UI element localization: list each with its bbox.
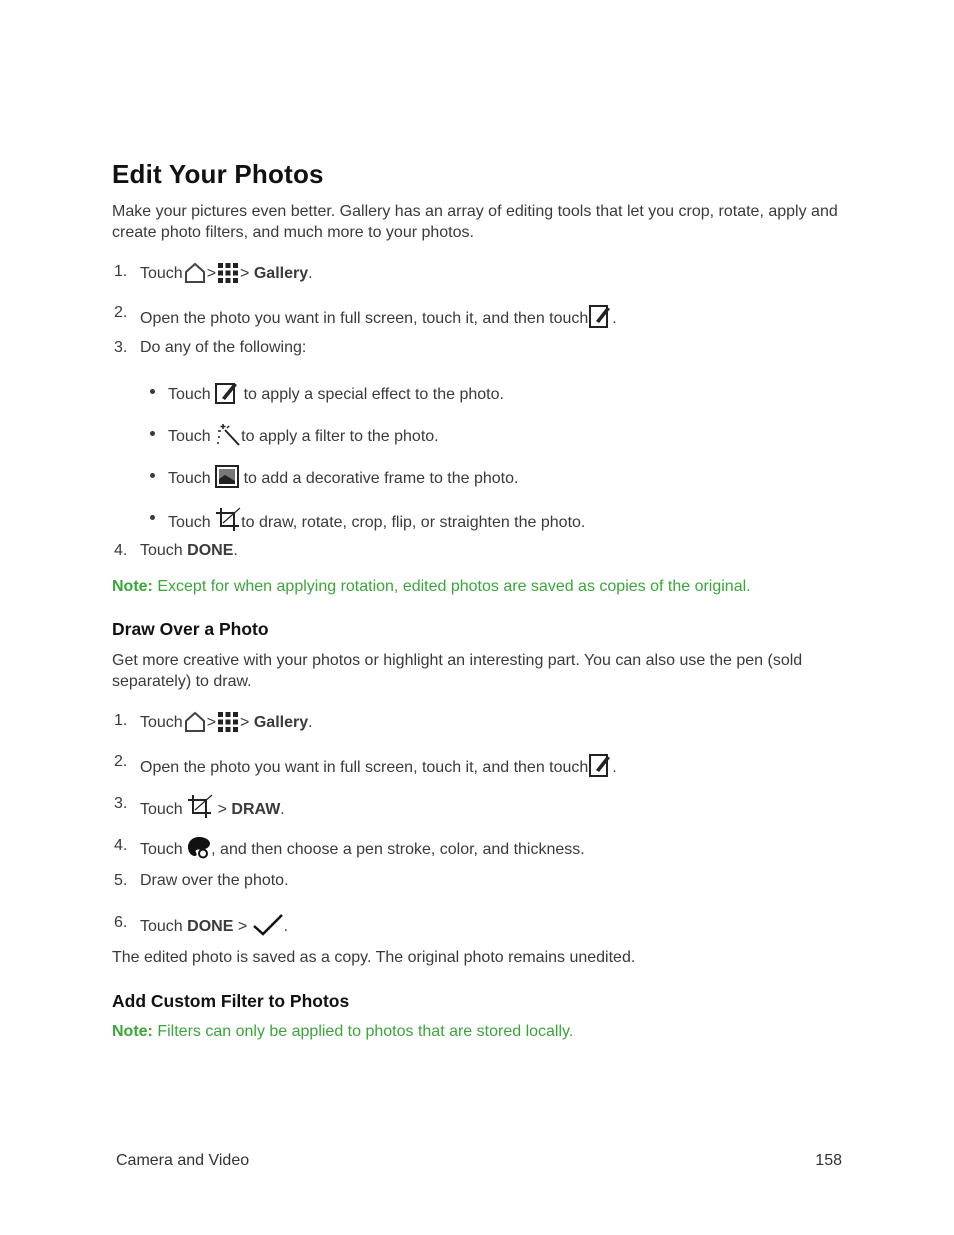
frame-icon: [215, 465, 239, 489]
draw-outro-paragraph: The edited photo is saved as a copy. The original photo remains unedited.: [112, 949, 636, 966]
page-title: Edit Your Photos: [112, 159, 324, 189]
step-number: 6.: [114, 914, 128, 931]
magic-wand-icon: [215, 423, 241, 447]
step-number: 3.: [114, 795, 128, 812]
step-number: 1.: [114, 263, 128, 280]
footer-page-number: 158: [815, 1152, 842, 1169]
bullet-dot: [150, 515, 155, 520]
apps-grid-icon: [216, 262, 240, 284]
step-number: 2.: [114, 304, 128, 321]
bullet-dot: [150, 431, 155, 436]
crop-icon: [187, 794, 213, 820]
home-icon: [183, 262, 207, 284]
step-number: 1.: [114, 712, 128, 729]
apps-grid-icon: [216, 711, 240, 733]
draw-step-2: Open the photo you want in full screen, touch it, and then touch .: [140, 752, 617, 778]
step-number: 3.: [114, 339, 128, 356]
draw-intro-paragraph: Get more creative with your photos or highlight an interesting part. You can also use the pen (sold separately) to draw.: [112, 652, 803, 690]
edit-icon: [588, 303, 612, 329]
bullet-dot: [150, 389, 155, 394]
bullet-filter: Touch to apply a filter to the photo.: [168, 423, 439, 447]
bullet-crop: Touch to draw, rotate, crop, flip, or straighten the photo.: [168, 507, 585, 533]
step-3: Do any of the following:: [140, 339, 307, 356]
step-number: 2.: [114, 753, 128, 770]
intro-paragraph: Make your pictures even better. Gallery has an array of editing tools that let you crop, rotate, apply and create photo filters, and much more to your photos.: [112, 203, 838, 241]
section-heading-custom-filter: Add Custom Filter to Photos: [112, 991, 350, 1011]
draw-step-4: Touch , and then choose a pen stroke, color, and thickness.: [140, 836, 585, 860]
palette-icon: [187, 836, 211, 860]
bullet-effect: Touch to apply a special effect to the photo.: [168, 381, 504, 405]
crop-icon: [215, 507, 241, 533]
step-1: Touch > > Gallery.: [140, 262, 313, 284]
footer-section-name: Camera and Video: [116, 1152, 250, 1169]
checkmark-icon: [252, 913, 284, 937]
step-number: 4.: [114, 837, 128, 854]
draw-step-6: Touch DONE > .: [140, 913, 288, 937]
draw-step-3: Touch > DRAW.: [140, 794, 285, 820]
step-4: Touch DONE.: [140, 542, 238, 559]
edit-icon: [215, 381, 239, 405]
note-rotation: Note: Except for when applying rotation, edited photos are saved as copies of the original.: [112, 578, 751, 595]
edit-icon: [588, 752, 612, 778]
bullet-dot: [150, 473, 155, 478]
home-icon: [183, 711, 207, 733]
step-2: Open the photo you want in full screen, touch it, and then touch .: [140, 303, 617, 329]
draw-step-1: Touch > > Gallery.: [140, 711, 313, 733]
bullet-frame: Touch to add a decorative frame to the photo.: [168, 465, 518, 489]
section-heading-draw: Draw Over a Photo: [112, 619, 269, 639]
step-number: 5.: [114, 872, 128, 889]
step-number: 4.: [114, 542, 128, 559]
draw-step-5: Draw over the photo.: [140, 872, 289, 889]
note-filters: Note: Filters can only be applied to photos that are stored locally.: [112, 1023, 574, 1040]
